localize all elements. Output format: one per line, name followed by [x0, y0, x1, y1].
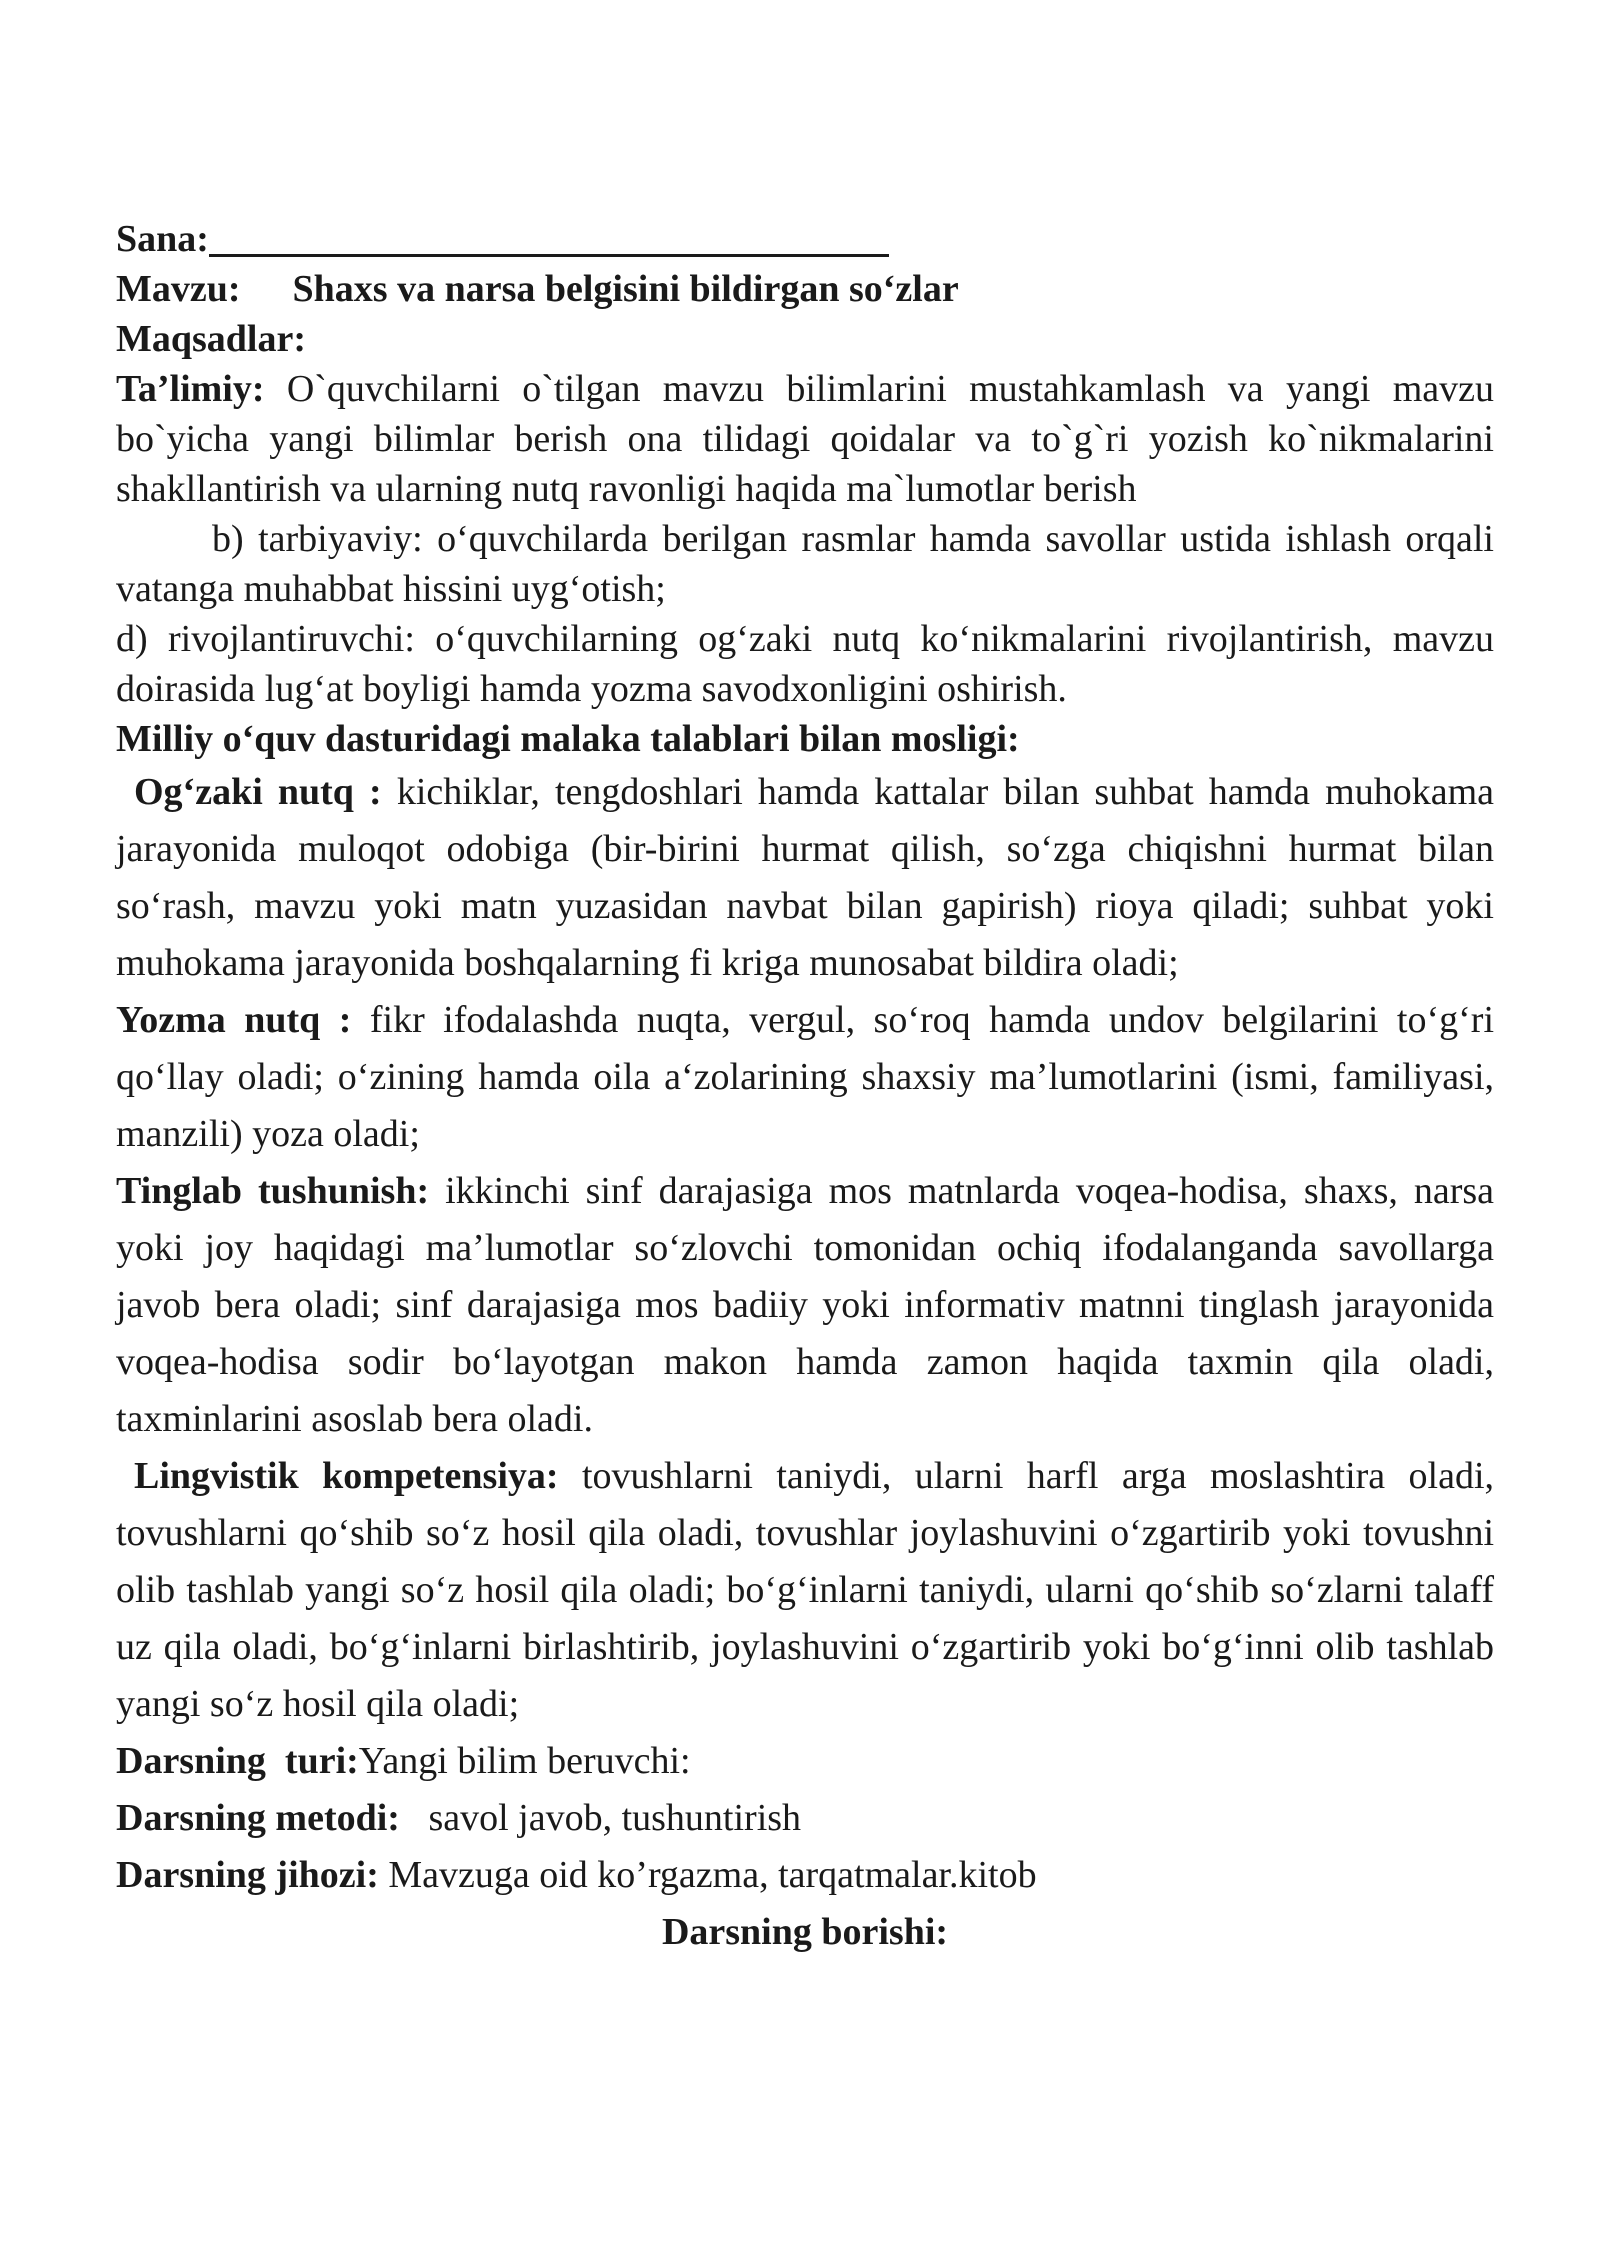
jihozi-value: Mavzuga oid ko’rgazma, tarqatmalar.kitob: [388, 1854, 1037, 1896]
turi-label: Darsning turi:: [116, 1740, 359, 1782]
borishi-heading: [116, 1904, 1494, 1961]
talimiy-text: O`quvchilarni o`tilgan mavzu bilimlarini mustahkamlash va yangi mavzu bo`yicha yangi bilimlar berish ona tilidagi qoidalar va to`g`ri yozish ko`nikmalarini shakllantirish va ularning nutq ravonligi haqida ma`lumotlar berish: [116, 368, 1494, 510]
sana-label: Sana:: [116, 218, 209, 260]
yozma-label: Yozma nutq :: [116, 999, 352, 1041]
mavzu-value: Shaxs va narsa belgisini bildirgan so‘zlar: [292, 268, 959, 310]
sana-blank: [209, 224, 889, 257]
lingvistik-text: tovushlarni taniydi, ularni harfl arga moslashtira oladi, tovushlarni qo‘shib so‘z hosil qila oladi, tovushlar joylashuvini o‘zgartirib yoki tovushni olib tashlab yangi so‘z hosil qila oladi; bo‘g‘inlarni taniydi, ularni qo‘shib so‘zlarni talaff uz qila oladi, bo‘g‘inlarni birlashtirib, joylashuvini o‘zgartirib yoki bo‘g‘inni olib tashlab yangi so‘z hosil qila oladi;: [116, 1455, 1495, 1725]
metodi-label: Darsning metodi:: [116, 1797, 400, 1839]
yozma-text: fikr ifodalashda nuqta, vergul, so‘roq hamda undov belgilarini to‘g‘ri qo‘llay oladi; o‘zining hamda oila a‘zolarining shaxsiy ma’lumotlarini (ismi, familiyasi, manzili) yoza oladi;: [116, 999, 1495, 1155]
mavzu-line: [116, 264, 1494, 314]
rivojlantiruvchi-text: d) rivojlantiruvchi: o‘quvchilarning og‘zaki nutq ko‘nikmalarini rivojlantirish, mavzu doirasida lug‘at boyligi hamda yozma savodxonligini oshirish.: [116, 618, 1494, 710]
jihozi-line: [116, 1847, 1494, 1904]
tinglab-paragraph: [116, 1163, 1494, 1448]
turi-line: [116, 1733, 1494, 1790]
sana-line: [116, 214, 1494, 264]
metodi-line: [116, 1790, 1494, 1847]
milliy-heading: [116, 714, 1494, 764]
talimiy-label: Ta’limiy:: [116, 368, 265, 410]
ogzaki-label: Og‘zaki nutq :: [134, 771, 382, 813]
tinglab-label: Tinglab tushunish:: [116, 1170, 430, 1212]
yozma-paragraph: [116, 992, 1494, 1163]
mavzu-label: Mavzu:: [116, 268, 241, 310]
tinglab-text: ikkinchi sinf darajasiga mos matnlarda voqea-hodisa, shaxs, narsa yoki joy haqidagi ma’lumotlar so‘zlovchi tomonidan ochiq ifodalanganda savollarga javob bera oladi; sinf darajasiga mos badiiy yoki informativ matnni tinglash jarayonida voqea-hodisa sodir bo‘layotgan makon hamda zamon haqida taxmin qila oladi, taxminlarini asoslab bera oladi.: [116, 1170, 1495, 1440]
talimiy-paragraph: [116, 364, 1494, 514]
tarbiyaviy-paragraph: [116, 514, 1494, 614]
tarbiyaviy-text: b) tarbiyaviy: o‘quvchilarda berilgan rasmlar hamda savollar ustida ishlash orqali vatanga muhabbat hissini uyg‘otish;: [116, 518, 1494, 610]
lingvistik-label: Lingvistik kompetensiya:: [134, 1455, 559, 1497]
milliy-label: Milliy o‘quv dasturidagi malaka talablari bilan mosligi:: [116, 718, 1020, 760]
ogzaki-paragraph: [116, 764, 1494, 992]
metodi-value: savol javob, tushuntirish: [428, 1797, 802, 1839]
lingvistik-paragraph: [116, 1448, 1494, 1733]
borishi-label: Darsning borishi:: [661, 1911, 949, 1953]
maqsadlar-label: Maqsadlar:: [116, 318, 306, 360]
maqsadlar-heading: [116, 314, 1494, 364]
jihozi-label: Darsning jihozi:: [116, 1854, 379, 1896]
rivojlantiruvchi-paragraph: [116, 614, 1494, 714]
lesson-plan-page: [116, 214, 1494, 1961]
ogzaki-text: kichiklar, tengdoshlari hamda kattalar bilan suhbat hamda muhokama jarayonida muloqot odobiga (bir-birini hurmat qilish, so‘zga chiqishni hurmat bilan so‘rash, mavzu yoki matn yuzasidan navbat bilan gapirish) rioya qiladi; suhbat yoki muhokama jarayonida boshqalarning fi kriga munosabat bildira oladi;: [116, 771, 1494, 984]
turi-value: Yangi bilim beruvchi:: [358, 1740, 691, 1782]
